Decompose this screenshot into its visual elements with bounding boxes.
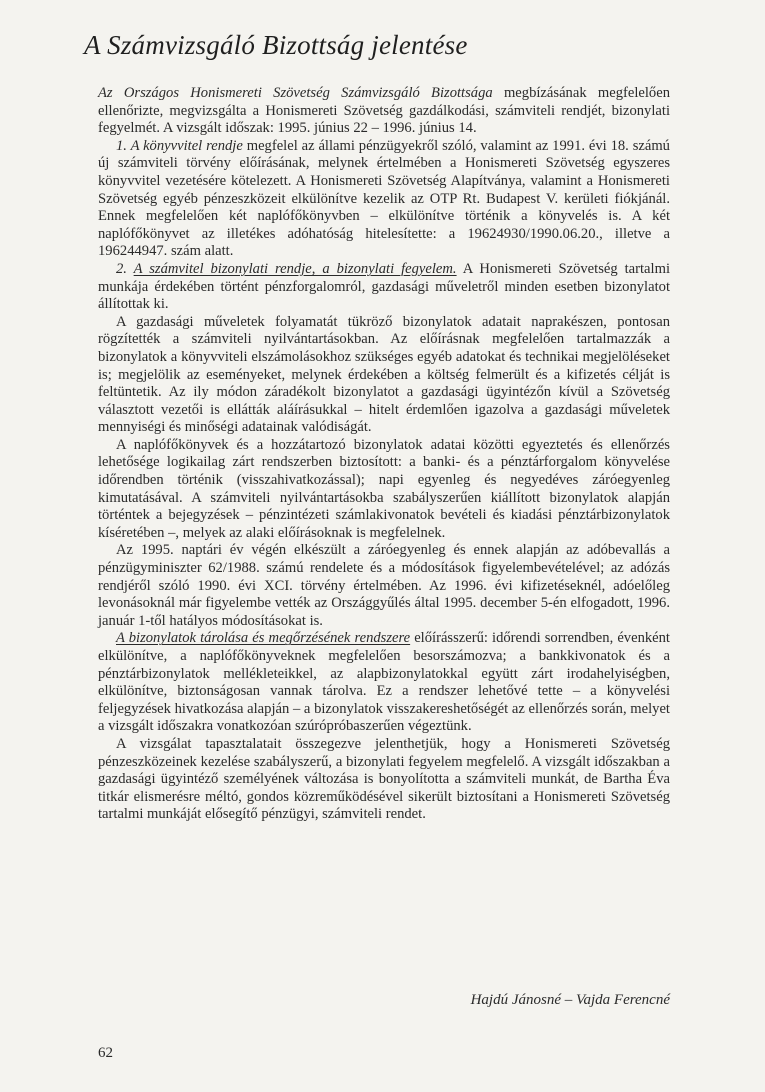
- tax-return-text: Az 1995. naptári év végén elkészült a záróegyenleg és ennek alapján az adóbevallás a pénzügyminiszter 62/1988. számú rendelete és a módosítások figyelembevételével; az adózás rendjéről szóló 1990. évi XCI. törvény értelmében. Az 1996. évi kifizetéseknél, adóelőleg levonásoknál már figyelembe vették az Országgyűlés által 1995. december 5-én elfogadott, 1996. január 1-től hatályos módosításokat is.: [98, 542, 670, 629]
- paragraph-intro: [98, 85, 670, 138]
- section-2-heading: A számvitel bizonylati rendje, a bizonylati fegyelem.: [133, 260, 457, 277]
- paragraph-document-flow: [98, 314, 670, 437]
- signature: Hajdú Jánosné – Vajda Ferencné: [470, 992, 670, 1008]
- paragraph-section-1: [98, 138, 670, 261]
- section-1-text: megfelel az állami pénzügyekről szóló, valamint az 1991. évi 18. számú új számviteli törvény előírásának, melynek értelmében a Honismereti Szövetség egyszeres könyvvitel vezetésére kötelezett. A Honismereti Szövetség Alapítványa, valamint a Honismereti Szövetség egyéb pénzeszközeit elkülönítve kezelik az OTP Rt. Budapest V. kerületi fiókjánál. Ennek megfelelően két naplófőkönyvben – elkülönítve történik a könyvelés is. A két naplófőkönyvet az illetékes adóhatóság hitelesítette: a 19624930/1990.06.20., illetve a 196244947. szám alatt.: [98, 137, 670, 260]
- section-1-heading: A könyvvitel rendje: [130, 137, 243, 154]
- intro-italic-lead: Az Országos Honismereti Szövetség Számvizsgáló Bizottsága: [98, 85, 493, 101]
- storage-heading: A bizonylatok tárolása és megőrzésének rendszere: [116, 630, 411, 647]
- report-body: [98, 85, 670, 824]
- paragraph-ledger-check: [98, 437, 670, 543]
- page-number: 62: [98, 1045, 113, 1061]
- section-2-number: 2.: [116, 260, 134, 277]
- intro-text: megbízásának megfelelően ellenőrizte, megvizsgálta a Honismereti Szövetség gazdálkodási, számviteli rendjét, bizonylati fegyelmét. A vizsgált időszak: 1995. június 22 – 1996. június 14.: [98, 85, 670, 137]
- page-title: A Számvizsgáló Bizottság jelentése: [84, 30, 468, 60]
- section-2-text: A Honismereti Szövetség tartalmi munkája érdekében történt pénzforgalomról, gazdasági műveletről minden esetben bizonylatot állítottak ki.: [98, 260, 670, 313]
- paragraph-conclusion: [98, 736, 670, 824]
- paragraph-section-2: [98, 261, 670, 314]
- document-flow-text: A gazdasági műveletek folyamatát tükröző bizonylatok adatait naprakészen, pontosan rögzítették a számviteli nyilvántartásokban. Az előírásnak megfelelően tartalmazzák a bizonylatok a könyvviteli elszámolásokhoz szükséges egyéb adatokat és technikai megjelöléseket is; megjelölik az eseményeket, melynek érdekében a költség felmerült és a kifizetés célját is feltüntetik. Az ily módon záradékolt bizonylatot a gazdasági ügyintézőn kívül a Szövetség választott vezetői is ellátták aláírásukkal – hitelt érdemlően igazolva a gazdasági műveletek mennyiségi és minőségi adatainak valódiságát.: [98, 313, 670, 436]
- section-1-number: 1.: [116, 137, 131, 154]
- ledger-check-text: A naplófőkönyvek és a hozzátartozó bizonylatok adatai közötti egyeztetés és ellenőrzés lehetősége logikailag zárt rendszerben biztosított: a banki- és a pénztárforgalom könyvelése időrendben történik (visszahivatkozással); napi egyenleg és negyedéves záróegyenleg kimutatásával. A számviteli nyilvántartásokba szabályszerűen kiállított bizonylatok alapján történtek a bejegyzések – pénzintézeti számlakivonatok bevételi és kiadási pénztárbizonylatok kíséretében –, melyek az alaki előírásoknak is megfelelnek.: [98, 436, 670, 541]
- storage-text: előírásszerű: időrendi sorrendben, évenként elkülönítve, a naplófőkönyveknek megfelelően besorszámozva; a bankkivonatok és a pénztárbizonylatok mellékleteikkel, az alapbizonylatokkal együtt zárt irodahelyiségben, elkülönítve, biztonságosan vannak tárolva. Ez a rendszer lehetővé tette – a könyvelési feljegyzések hivatkozása alapján – a bizonylatok visszakereshetőségét az ellenőrzés során, melyet a vizsgált időszakra vonatkozóan szúrópróbaszerűen végeztünk.: [98, 630, 670, 735]
- paragraph-storage: [98, 630, 670, 736]
- conclusion-text: A vizsgálat tapasztalatait összegezve jelenthetjük, hogy a Honismereti Szövetség pénzeszközeinek kezelése szabályszerű, a bizonylati fegyelem megfelelő. A vizsgált időszakban a gazdasági ügyintéző személyének változása is bonyolította a számviteli munkát, de Bartha Éva titkár elismerésre méltó, gondos közreműködésével sikerült biztosítani a Honismereti Szövetség tartalmi munkáját elősegítő pénzügyi, számviteli rendet.: [98, 735, 670, 823]
- paragraph-tax-return: [98, 542, 670, 630]
